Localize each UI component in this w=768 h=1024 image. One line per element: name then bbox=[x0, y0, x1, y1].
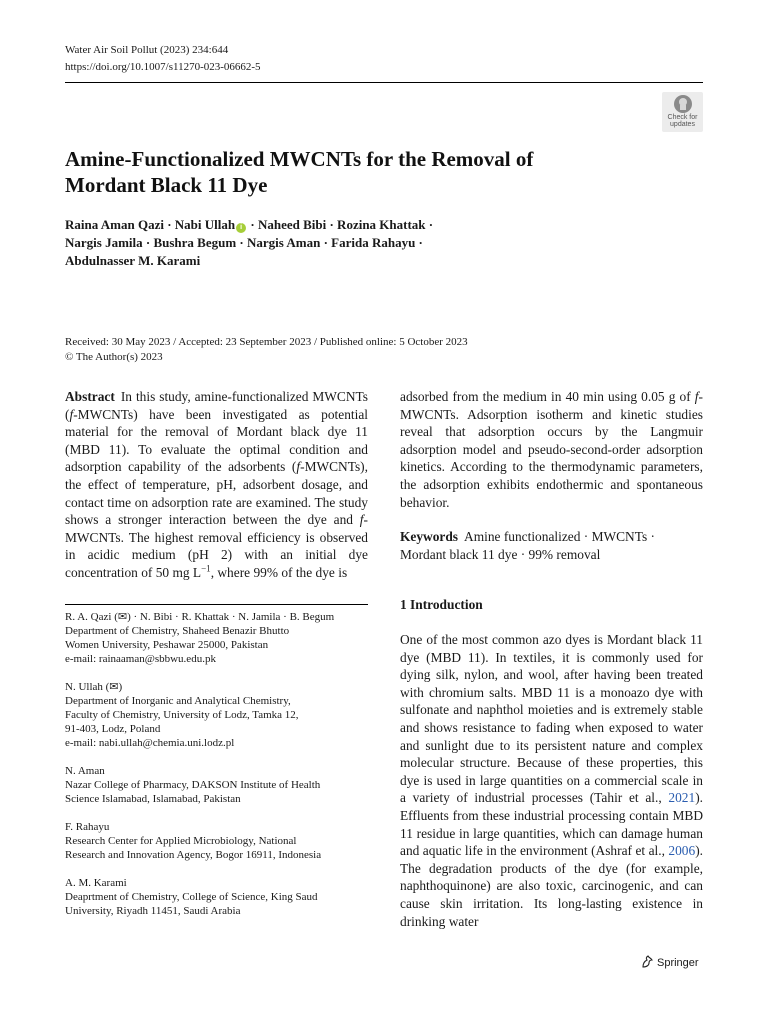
authors-line-3: Abdulnasser M. Karami bbox=[65, 253, 201, 268]
affiliations bbox=[65, 610, 368, 932]
springer-horse-icon bbox=[640, 955, 654, 969]
check-for-updates-icon bbox=[673, 94, 693, 114]
badge-line-2: updates bbox=[670, 121, 695, 128]
dates-line: Received: 30 May 2023 / Accepted: 23 September 2023 / Published online: 5 October 2023 bbox=[65, 336, 468, 348]
affiliation-block: N. Ullah (✉) Department of Inorganic and Analytical Chemistry, Faculty of Chemistry, University of Lodz, Tamka 12, 91-403, Lodz, Poland e-mail: nabi.ullah@chemia.uni.lodz.pl bbox=[65, 680, 368, 750]
affiliation-block: N. Aman Nazar College of Pharmacy, DAKSON Institute of Health Science Islamabad, Islamabad, Pakistan bbox=[65, 765, 321, 805]
article-title: Amine-Functionalized MWCNTs for the Removal of Mordant Black 11 Dye bbox=[65, 147, 534, 197]
citation-link[interactable]: 2006 bbox=[668, 843, 696, 859]
affiliation-block: A. M. Karami Deaprtment of Chemistry, College of Science, King Saud University, Riyadh 11451, Saudi Arabia bbox=[65, 877, 318, 917]
author-list bbox=[65, 216, 485, 270]
authors-line-2: Nargis Jamila · Bushra Begum · Nargis Aman · Farida Rahayu · bbox=[65, 235, 423, 250]
copyright-line: © The Author(s) 2023 bbox=[65, 351, 163, 363]
journal-citation: Water Air Soil Pollut (2023) 234:644 bbox=[65, 44, 229, 56]
check-for-updates-badge[interactable] bbox=[662, 92, 703, 132]
badge-line-1: Check for bbox=[667, 114, 698, 121]
authors-line-1a: Raina Aman Qazi · Nabi Ullah bbox=[65, 217, 236, 232]
affiliation-block: R. A. Qazi (✉) · N. Bibi · R. Khattak · N. Jamila · B. Begum Department of Chemistry, Shaheed Benazir Bhutto Women University, Peshawar 25000, Pakistan e-mail: rainaaman@sbbwu.edu.pk bbox=[65, 610, 368, 666]
publisher-name: Springer bbox=[657, 957, 699, 969]
affiliation-block: F. Rahayu Research Center for Applied Microbiology, National Research and Innovation Agency, Bogor 16911, Indonesia bbox=[65, 821, 322, 861]
publisher-footer bbox=[640, 955, 699, 971]
affiliation-rule bbox=[65, 604, 368, 605]
keywords-text: Amine functionalized · MWCNTs · Mordant black 11 dye · 99% removal bbox=[400, 529, 655, 562]
abstract-label: Abstract bbox=[65, 389, 115, 404]
introduction-text: One of the most common azo dyes is Mordant black 11 dye (MBD 11). In textiles, it is commonly used for dying silk, nylon, and wool, after having been treated with chromium salts. MBD 11 is a monoazo dye with sulfonate and naphthol moieties and is extremely stable and shows resistance to fading when exposed to water and sunlight due to its persistent nature and complex molecular structure. Because of these properties, this dye is used in large quantities on a commercial scale in a variety of industrial processes (Tahir et al., 2021). Effluents from these industrial processing contain MBD 11 residue in large quantities, which can damage human and aquatic life in the environment (Ashraf et al., 2006). The degradation products of the dye (for example, naphthoquinone) are also toxic, carcinogenic, and can cause skin irritation. Its long-lasting existence in drinking water bbox=[400, 632, 703, 929]
journal-header bbox=[65, 42, 261, 76]
email-link[interactable]: e-mail: nabi.ullah@chemia.uni.lodz.pl bbox=[65, 737, 235, 749]
keywords-label: Keywords bbox=[400, 529, 459, 544]
article-dates bbox=[65, 335, 468, 365]
section-heading-introduction: 1 Introduction bbox=[400, 597, 483, 612]
header-rule bbox=[65, 82, 703, 83]
authors-line-1b: · Naheed Bibi · Rozina Khattak · bbox=[247, 217, 434, 232]
keywords bbox=[400, 528, 703, 563]
citation-link[interactable]: 2021 bbox=[668, 790, 696, 806]
orcid-icon[interactable]: i bbox=[236, 223, 246, 233]
email-link[interactable]: e-mail: rainaaman@sbbwu.edu.pk bbox=[65, 653, 216, 665]
journal-doi[interactable]: https://doi.org/10.1007/s11270-023-06662-5 bbox=[65, 61, 261, 73]
abstract-left: Abstract In this study, amine-functionalized MWCNTs (f-MWCNTs) have been investigated as potential material for the removal of Mordant black dye 11 (MBD 11). To evaluate the optimal condition and adsorption capability of the adsorbents (f-MWCNTs), the effect of temperature, pH, adsorbent dosage, and contact time on adsorption rate are examined. The study shows a stronger interaction between the dye and f-MWCNTs. The highest removal efficiency is observed in acidic medium (pH 2) with an initial dye concentration of 50 mg $L^{-1}$, where 99% of the dye is bbox=[65, 389, 368, 580]
abstract-right: adsorbed from the medium in 40 min using 0.05 g of f-MWCNTs. Adsorption isotherm and kinetic studies reveal that adsorption occurs by the Langmuir adsorption model and pseudo-second-order adsorption kinetics. According to the thermodynamic parameters, the adsorption exhibits endothermic and spontaneous behavior. bbox=[400, 389, 703, 510]
